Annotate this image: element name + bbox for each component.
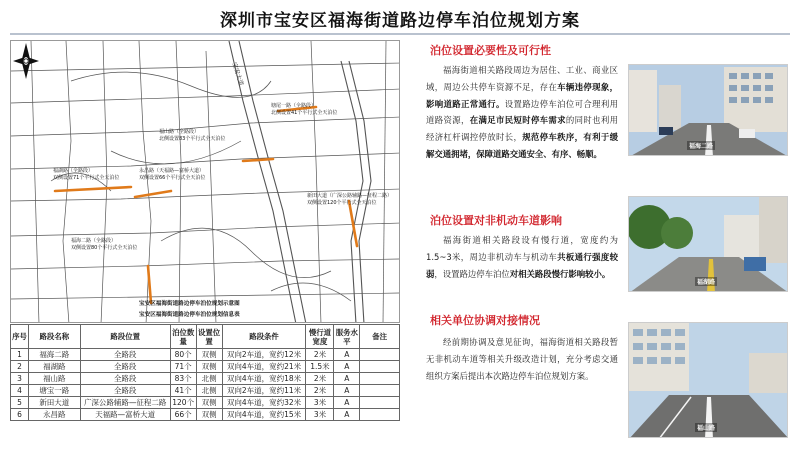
section-1-heading: 泊位设置必要性及可行性 — [430, 44, 551, 57]
cell-spaces: 80个 — [170, 349, 196, 361]
photo-fushan-road — [628, 322, 788, 438]
cell-side: 双侧 — [196, 349, 222, 361]
label-fuhu: 福湖路（全路段） 双侧设置71个平行式全天泊位 — [53, 168, 120, 181]
road-label-baoan-avenue: 宝安大道 — [230, 61, 245, 87]
cell-spaces: 41个 — [170, 385, 196, 397]
table-caption: 宝安区福海街道路边停车泊位规划信息表 — [139, 312, 240, 318]
cell-spaces: 83个 — [170, 373, 196, 385]
title-divider — [10, 33, 790, 35]
cell-road-name: 新田大道 — [28, 397, 80, 409]
label-fuhai2: 福海二路（全路段） 双侧设置80个平行式全天泊位 — [71, 238, 138, 251]
photo-caption-fuhu: 福湖路 — [697, 279, 716, 286]
north-arrow-icon — [11, 41, 41, 81]
header-road-name: 路段名称 — [28, 325, 80, 349]
parking-info-table — [10, 324, 400, 421]
section-2-heading: 泊位设置对非机动车道影响 — [430, 214, 562, 227]
cell-road-condition: 双向2车道，宽约12米 — [222, 349, 306, 361]
cell-road-location: 全路段 — [80, 361, 170, 373]
section-3-body — [426, 334, 618, 384]
cell-road-condition: 双向2车道，宽约11米 — [222, 385, 306, 397]
cell-road-location: 全路段 — [80, 373, 170, 385]
header-road-location: 路段位置 — [80, 325, 170, 349]
cell-service: A — [334, 409, 360, 421]
body-text-part: 的同时也利用经济杠杆调控停放时长， — [426, 115, 619, 143]
cell-road-name: 福海二路 — [28, 349, 80, 361]
body-text-part: 车辆违停现象，影响道路正常通行。 — [426, 81, 619, 109]
cell-service: A — [334, 373, 360, 385]
cell-side: 北侧 — [196, 385, 222, 397]
cell-road-location: 广深公路辅路—征程二路 — [80, 397, 170, 409]
cell-spaces: 120个 — [170, 397, 196, 409]
cell-service: A — [334, 397, 360, 409]
cell-road-location: 天福路—富桥大道 — [80, 409, 170, 421]
cell-spaces: 66个 — [170, 409, 196, 421]
cell-road-condition: 双向4车道，宽约32米 — [222, 397, 306, 409]
cell-remarks — [360, 409, 400, 421]
cell-road-condition: 双向4车道，宽约18米 — [222, 373, 306, 385]
cell-index: 3 — [11, 373, 29, 385]
cell-remarks — [360, 397, 400, 409]
cell-road-name: 福湖路 — [28, 361, 80, 373]
table-header-row — [11, 325, 400, 349]
cell-remarks — [360, 361, 400, 373]
header-remarks: 备注 — [360, 325, 400, 349]
table-row — [11, 373, 400, 385]
map-roads — [11, 41, 400, 323]
body-text-part: 福海街道相关路段周边为居住、工业、商业区域，周边公共停车资源不足，存在 — [426, 65, 618, 92]
label-fushan: 福山路（全路段） 北侧设置83个平行式全天泊位 — [159, 129, 226, 142]
photo-caption-fushan: 福山路 — [697, 425, 716, 432]
planning-map — [10, 40, 400, 323]
body-text-part: 设置路边停车泊位可合理利用道路资源， — [426, 98, 619, 126]
cell-slow-lane: 2米 — [306, 373, 334, 385]
label-tangwei1: 塘尾一路（全路段） 北侧设置41个平行式全天泊位 — [271, 103, 338, 116]
cell-road-location: 全路段 — [80, 385, 170, 397]
header-index: 序号 — [11, 325, 29, 349]
body-text-part: ，设置路边停车泊位 — [434, 268, 510, 279]
header-service: 服务水平 — [334, 325, 360, 349]
body-text-part: 对相关路段慢行影响较小。 — [509, 268, 611, 279]
cell-slow-lane: 2米 — [306, 385, 334, 397]
table-row — [11, 349, 400, 361]
cell-service: A — [334, 349, 360, 361]
section-1-body — [426, 62, 618, 163]
cell-side: 双侧 — [196, 397, 222, 409]
label-xintian: 新田大道（广深公路辅路—征程二路） 双侧设置120个平行式全天泊位 — [307, 193, 393, 206]
section-3-heading: 相关单位协调对接情况 — [430, 314, 540, 327]
cell-slow-lane: 1.5米 — [306, 361, 334, 373]
header-side: 设置位置 — [196, 325, 222, 349]
section-2-body — [426, 232, 618, 282]
cell-service: A — [334, 361, 360, 373]
cell-slow-lane: 2米 — [306, 349, 334, 361]
cell-remarks — [360, 349, 400, 361]
table-row — [11, 361, 400, 373]
cell-road-name: 塘宝一路 — [28, 385, 80, 397]
body-text-part: 福海街道相关路段设有慢行道，宽度约为1.5~3米，周边非机动车与机动车 — [426, 235, 618, 262]
table-row — [11, 385, 400, 397]
photo-fuhai2-road — [628, 64, 788, 156]
table-row — [11, 397, 400, 409]
cell-road-name: 永昌路 — [28, 409, 80, 421]
segment-fuhu — [55, 187, 131, 191]
cell-road-condition: 双向4车道，宽约21米 — [222, 361, 306, 373]
cell-index: 5 — [11, 397, 29, 409]
cell-road-name: 福山路 — [28, 373, 80, 385]
cell-remarks — [360, 385, 400, 397]
photo-caption-fuhai2: 福海二路 — [689, 143, 714, 150]
body-text-part: 规范停车秩序，有利于缓解交通拥堵，保障道路交通安全、有序、畅顺。 — [426, 132, 619, 159]
cell-slow-lane: 3米 — [306, 397, 334, 409]
cell-remarks — [360, 373, 400, 385]
cell-index: 6 — [11, 409, 29, 421]
body-text-part: 在满足市民短时停车需求 — [469, 115, 566, 126]
header-road-condition: 路段条件 — [222, 325, 306, 349]
cell-road-location: 全路段 — [80, 349, 170, 361]
body-text-part: 共板通行强度较弱 — [426, 251, 618, 279]
cell-slow-lane: 3米 — [306, 409, 334, 421]
segment-yongchang — [135, 191, 171, 197]
body-text-part: 经前期协调及意见征询，福海街道相关路段暂无非机动车道等相关升级改造计划，充分考虑交通组织方案后提出本次路边停车泊位规划方案。 — [426, 337, 618, 381]
cell-index: 1 — [11, 349, 29, 361]
page-title: 深圳市宝安区福海街道路边停车泊位规划方案 — [220, 11, 580, 31]
segment-fuhai2 — [148, 266, 151, 303]
map-caption: 宝安区福海街道路边停车泊位规划示意图 — [139, 301, 240, 307]
cell-service: A — [334, 385, 360, 397]
cell-index: 2 — [11, 361, 29, 373]
cell-side: 北侧 — [196, 373, 222, 385]
label-yongchang: 永昌路（天福路—富桥大道） 双侧设置66个平行式全天泊位 — [139, 168, 206, 181]
cell-index: 4 — [11, 385, 29, 397]
cell-road-condition: 双向4车道，宽约15米 — [222, 409, 306, 421]
cell-side: 双侧 — [196, 409, 222, 421]
table-row — [11, 409, 400, 421]
cell-spaces: 71个 — [170, 361, 196, 373]
header-slow-lane: 慢行道宽度 — [306, 325, 334, 349]
header-spaces: 泊位数量 — [170, 325, 196, 349]
photo-fuhu-road — [628, 196, 788, 292]
segment-xintian — [349, 201, 357, 246]
cell-side: 双侧 — [196, 361, 222, 373]
